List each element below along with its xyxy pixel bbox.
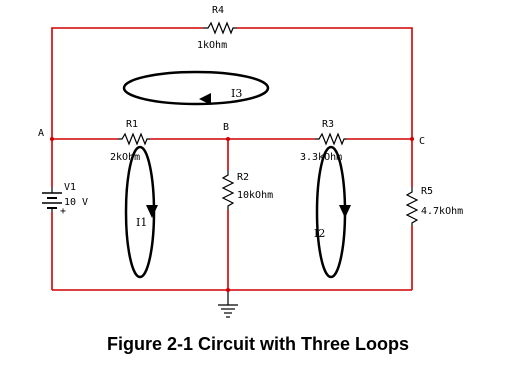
r4-resistor-icon [203,23,237,33]
r1-value: 2kOhm [110,152,141,163]
node-a-label: A [38,128,45,139]
v1-value: 10 V [64,197,89,208]
battery-icon [42,187,66,217]
loop-i1-arrowhead [146,205,158,218]
loop-i2-arrowhead [339,205,351,218]
r2-value: 10kOhm [237,190,274,201]
v1-name: V1 [64,182,77,193]
r2-resistor-icon [223,170,233,210]
loop-i2-label: I2 [314,227,326,240]
node-a-dot [50,137,54,141]
r5-value: 4.7kOhm [421,206,464,217]
loop-i3-label: I3 [231,87,243,100]
r1-resistor-icon [118,134,150,144]
r2-name: R2 [237,172,250,183]
r3-resistor-icon [315,134,347,144]
svg-text:+: + [60,206,67,217]
r3-value: 3.3kOhm [300,152,343,163]
bottom-junction-dot [226,288,230,292]
ground-icon [218,290,238,317]
loop-i1-label: I1 [136,216,148,229]
circuit-wires [52,28,412,290]
r4-name: R4 [212,5,225,16]
circuit-components [42,23,417,317]
r5-name: R5 [421,186,434,197]
r3-name: R3 [322,119,335,130]
r5-resistor-icon [407,187,417,226]
figure-caption: Figure 2-1 Circuit with Three Loops [106,334,410,354]
junction-dots [50,137,414,292]
node-b-dot [226,137,230,141]
r4-value: 1kOhm [197,40,228,51]
r1-name: R1 [126,119,139,130]
loop-i2-arrow [317,147,345,277]
node-c-dot [410,137,414,141]
loop-i3-arrow [124,72,268,104]
node-c-label: C [419,136,426,147]
node-b-label: B [223,122,230,133]
